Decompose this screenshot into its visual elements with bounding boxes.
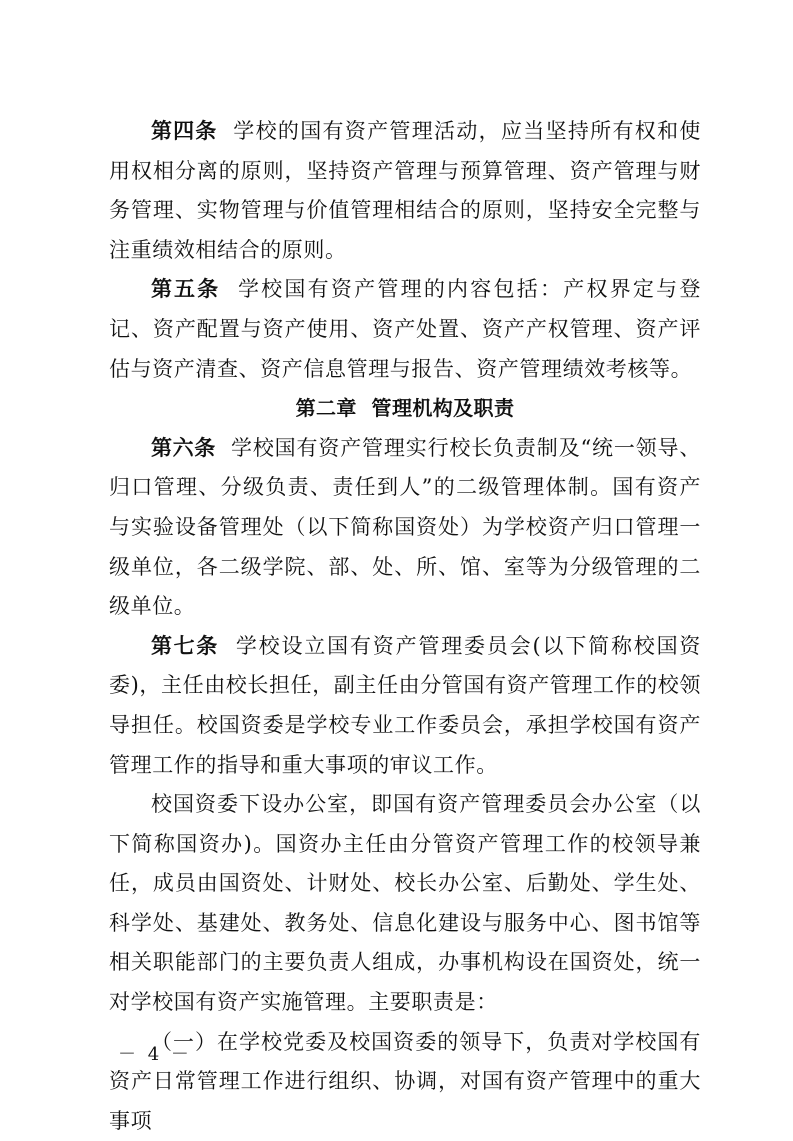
page-number: － 4 － (118, 1044, 192, 1065)
office-paragraph: 校国资委下设办公室，即国有资产管理委员会办公室（以下简称国资办)。国资办主任由分管资产管理工作的校领导兼任，成员由国资处、计财处、校长办公室、后勤处、学生处、科学处、基建处、教务处、信息化建设与服务中心、图书馆等相关职能部门的主要负责人组成，办事机构设在国资处，统一对学校国有资产实施管理。主要职责是： (109, 792, 701, 1015)
article-7 (109, 627, 701, 785)
article-label: 第四条 (151, 119, 218, 143)
article-text: 学校国有资产管理的内容包括：产权界定与登记、资产配置与资产使用、资产处置、资产产权管理、资产评估与资产清查、资产信息管理与报告、资产管理绩效考核等。 (109, 277, 701, 381)
duty-item-1: （一）在学校党委及校国资委的领导下，负责对学校国有资产日常管理工作进行组织、协调，对国有资产管理中的重大事项 (109, 1029, 701, 1133)
article-text: 学校的国有资产管理活动，应当坚持所有权和使用权相分离的原则，坚持资产管理与预算管理、资产管理与财务管理、实物管理与价值管理相结合的原则，坚持安全完整与注重绩效相结合的原则。 (109, 119, 701, 262)
article-6 (109, 429, 701, 627)
article-label: 第七条 (151, 633, 219, 658)
article-label: 第六条 (151, 435, 216, 460)
chapter-heading: 第二章 管理机构及职责 (295, 396, 515, 421)
article-4 (109, 112, 701, 270)
article-text: 学校设立国有资产管理委员会(以下简称校国资委)，主任由校长担任，副主任由分管国有资产管理工作的校领导担任。校国资委是学校专业工作委员会，承担学校国有资产管理工作的指导和重大事项的审议工作。 (109, 633, 702, 777)
document-body (109, 112, 701, 1141)
article-label: 第五条 (151, 277, 221, 302)
article-text: 学校国有资产管理实行校长负责制及“统一领导、归口管理、分级负责、责任到人”的二级管理体制。国有资产与实验设备管理处（以下简称国资处）为学校资产归口管理一级单位，各二级学院、部、处、所、馆、室等为分级管理的二级单位。 (109, 435, 702, 619)
article-5 (109, 270, 701, 389)
